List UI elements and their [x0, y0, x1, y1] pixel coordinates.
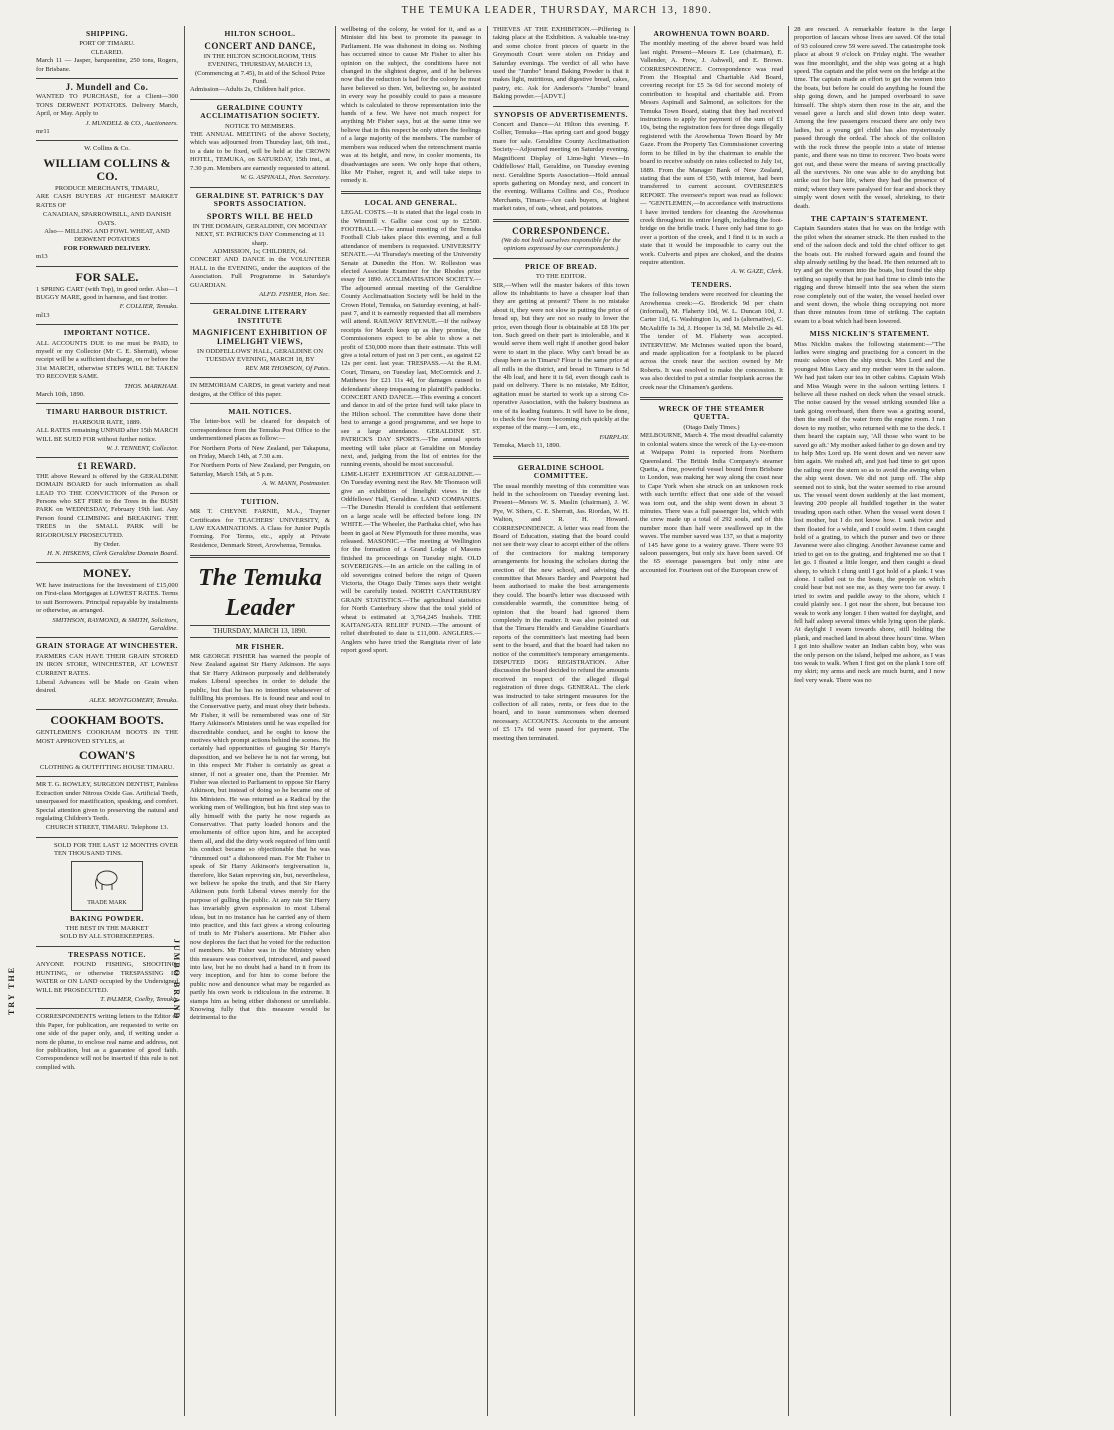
- column-rule: [487, 26, 488, 1416]
- baking-text: THE BEST IN THE MARKET: [65, 925, 149, 933]
- arowhenua-heading: AROWHENUA TOWN BOARD.: [653, 29, 770, 38]
- divider: [640, 397, 783, 400]
- column-3: [341, 26, 481, 1416]
- divider: [341, 191, 481, 194]
- sold-text: SOLD FOR THE LAST 12 MONTHS OVER TEN THOUSAND TINS.: [54, 841, 178, 858]
- sports-heading: GERALDINE ST. PATRICK'S DAY SPORTS ASSOCIATION.: [195, 190, 325, 208]
- local-text: LEGAL COSTS.—It is stated that the legal costs in the Wimmill v. Gallie case cost up to £2500. FOOTBALL.—The annual meeting of the Temuka Football Club takes place this evening, and a full attendance of members is requested. UNIVERSITY SENATE.—At Thursday's meeting of the University Senate at Dunedin the Hon. W. Rolleston was elected Associate Examiner for the Rhodes prize essay for 1890. ACCLIMATISATION SOCIETY.—The adjourned annual meeting of the Geraldine County Acclimatisation Society will be held in the Crown Hotel, Temuka, on Saturday evening, at half-past 7, and it is earnestly requested that all members will attend. RAILWAY REVENUE.—If the railway receipts for March keep up as they promise, the Commissioners expect to be able to show a net profit of £30,000 more than their estimate. This will give a total return of just on 3 per cent., as against £2 12s per cent. last year. TRESPASS.—At the R.M. Court, Timaru, on Tuesday last, McCormick and J. Matthews for £21 11s 4d, for damages caused to defendants' sheep trespassing in plaintiff's paddocks. CONCERT AND DANCE.—This evening a concert and dance in aid of the prize fund will take place in the Hilton school. The committee have done their best to arrange a good programme, and we hope to see a large attendance. GERALDINE ST. PATRICK'S DAY SPORTS.—The annual sports meeting will take place at Geraldine on Monday next, and, judging from the list of entries for the running events, should be most successful.: [341, 209, 481, 469]
- memoriam-text: IN MEMORIAM CARDS, in great variety and neat designs, at the Office of this paper.: [190, 382, 330, 398]
- grain-text-2: Liberal Advances will be Made on Grain when desired.: [36, 678, 178, 695]
- mail-signature: A. W. MANN, Postmaster.: [262, 480, 330, 488]
- baking-sub: SOLD BY ALL STOREKEEPERS.: [59, 933, 155, 941]
- divider: [190, 187, 330, 188]
- sports-text-2: CONCERT AND DANCE in the VOLUNTEER HALL in the EVENING, under the auspices of the Association. Full Programme in Saturday's GUARDIAN.: [190, 256, 330, 289]
- column-2: [190, 26, 330, 1416]
- lit-signature: REV. MR THOMSON, Of Pates.: [245, 364, 330, 372]
- reward-text: THE above Reward is offered by the GERALDINE DOMAIN BOARD for such information as shall LEAD TO THE CONVICTION of the Person or Persons who SET FIRE to the Trees in the BUSH PARK on WEDNESDAY, February 19th last. Any Person found CLIMBING and BREAKING THE TREES in the SMALL PARK will be RIGOROUSLY PROSECUTED.: [36, 472, 178, 539]
- bread-to: TO THE EDITOR.: [535, 273, 587, 281]
- mail-text-2: For Northern Ports of New Zealand, per Takapuna, on Friday, March 14th, at 7.30 a.m.: [190, 444, 330, 461]
- collins-text-2: CANADIAN, SPARROWBILL, AND DANISH OATS.: [42, 211, 172, 227]
- wreck-text: MELBOURNE, March 4. The most dreadful calamity in colonial waters since the wreck of the Ly-ee-moon at Waipapa Point is reported from Northern Queensland. The British India Company's steamer Quetta, a fine, powerful vessel bound from Brisbane to London, was making her way along the coast near to Cape York when she struck on an unknown rock with such terrific effect that one side of the vessel was torn out, and the ship went down in about 3 minutes. There was a full passenger list, which with the crew made up a total of 292 souls, and of this number more than half were swallowed up in the waves. The number saved was 137, so that a majority of 145 have gone to a watery grave. There were 93 saloon passengers, but only six have been saved. Of the 65 steerage passengers but only nine are accounted for. Fourteen out of the European crew of: [640, 432, 783, 574]
- divider: [36, 403, 178, 404]
- trespass-heading: TRESPASS NOTICE.: [68, 949, 146, 959]
- mundell-text: WANTED TO PURCHASE, for a Client—300 TONS DERWENT POTATOES. Delivery March, April, or May. Apply to: [36, 93, 178, 118]
- lit-heading: GERALDINE LITERARY INSTITUTE: [212, 307, 308, 325]
- hilton-admission: Admission—Adults 2s, Children half price.: [190, 86, 306, 94]
- collins-text-1: ARE CASH BUYERS AT HIGHEST MARKET RATES OF: [36, 193, 178, 209]
- corr-note: (We do not hold ourselves responsible for the opinions expressed by our correspondents.): [501, 236, 621, 253]
- column-rule: [184, 26, 185, 1416]
- divider: [36, 140, 178, 141]
- rowley-address: CHURCH STREET, TIMARU. Telephone 13.: [45, 824, 169, 832]
- divider: [36, 709, 178, 710]
- notice-heading: IMPORTANT NOTICE.: [63, 328, 151, 338]
- money-text: WE have instructions for the Investment of £15,000 on First-class Mortgages at LOWEST RATES. Terms to suit Borrowers. Principal repayable by instalments or otherwise, as arranged.: [36, 581, 178, 615]
- fisher-continued: wellbeing of the colony, he voted for it, and as a Minister did his best to promote its passage in Parliament. He was dishonest in doing so. Nothing has occurred since to cause Mr Fisher to alter his opinion on the subject, the conditions have not changed in the slightest degree, and if he believes now that the reduction is bad for the colony he must have believed so then. Yet, believing so, he assisted in every way he possibly could to pass a measure which is calculated to throw representation into the hands of a few. We have not much respect for anything Mr Fisher says, but at the same time we believe that in this respect he only utters the feelings of a large majority of the members. The number of members was reduced when the retrenchment mania was at its height, and now, in cooler moments, its disadvantages are seen. We only hope that others, like Mr Fisher, regret it, and will take steps to remedy it.: [341, 26, 481, 185]
- bread-text: SIR,—When will the master bakers of this town allow its inhabitants to have a cheaper loaf than they are getting at present? There is no mistake about it, they were not slow in putting the price of bread up, but they are not so ready to lower the price, even though flour is obtainable at £8 10s per ton. Such greed on their part is intolerable, and it would serve them well right if another good baker were to start in the place. Why can't bread be as cheap here as in Timaru? Flour is the same price at all mills in the district, and bread in Timaru is 5d the 4lb loaf, and here it is 6d, even though cash is paid on delivery. There is no mistake, Mr Editor, agitation must be started to work up a strong Co-operative Association, with the bakery business as one of its leading features. It will have to be done, to check the few from becoming rich quickly at the expense of the many.—I am, etc.,: [493, 281, 629, 432]
- column-1: [36, 26, 181, 1416]
- trespass-text: ANYONE FOUND FISHING, SHOOTING, HUNTING, or otherwise TRESPASSING IN WATER or ON LAND occupied by the Undersigned WILL BE PROSECUTED.: [36, 961, 178, 994]
- accl-sub: NOTICE TO MEMBERS.: [225, 122, 295, 130]
- trespass-signature: T. PALMER, Coelby, Temuka.: [100, 995, 178, 1003]
- mundell-ref: mr11: [36, 128, 50, 136]
- mail-heading: MAIL NOTICES.: [228, 407, 292, 417]
- divider: [36, 776, 178, 777]
- tuition-text: MR T. CHEYNE FARNIE, M.A., Trayner Certificates for TEACHERS' UNIVERSITY, & LAW EXAMINATIONS. A Class for Junior Pupils Forming. For Terms, etc., apply at Private Residence, Denmark Street, Arowhenua, Temuka.: [190, 508, 330, 549]
- trade-mark-label: TRADE MARK: [87, 900, 127, 907]
- collins-ref: m13: [36, 253, 48, 261]
- mail-text-1: The letter-box will be cleared for despatch of correspondence from the Temuka Post Office to the undermentioned places as follow:—: [190, 418, 330, 443]
- grain-signature: ALEX. MONTGOMERY, Temuka.: [89, 696, 178, 704]
- corr-heading: CORRESPONDENCE.: [512, 225, 610, 236]
- divider: [36, 1008, 178, 1009]
- mundell-signature: J. MUNDELL & CO., Auctioneers.: [85, 119, 178, 127]
- divider: [190, 403, 330, 404]
- divider: [493, 106, 629, 107]
- lit-big: MAGNIFICENT EXHIBITION OF LIMELIGHT VIEWS,: [192, 328, 328, 346]
- collins-small: W. Collins & Co.: [84, 145, 130, 153]
- divider: [493, 456, 629, 459]
- tuition-heading: TUITION.: [241, 496, 279, 506]
- wreck-continued: 28 are rescued. A remarkable feature is the large proportion of lascars whose lives are saved. Of the total of 93 coloured crew 59 were saved. The catastrophe took place at about 9 o'clock on Friday night. The weather was fine moonlight, and the ship was going at a high speed. The captain and the pilot were on the bridge at the time. The captain made an effort to get the women into the boats, but before he could do anything he found the ship going down, and he jumped overboard to save himself. The ship's stern then rose in the air, and the vessel gave a lurch and slid down into deep water. Among the few passengers rescued there are only two ladies, but a young girl child has also mysteriously passed through the ordeal. The shock of the collision with the rock threw the people into a state of intense panic, and there was no time to recover. Two boats were got out, and these were the means of saving practically all the survivors. No one was able to do anything but strike out for bare life, where they had the presence of mind; where they were paralysed for fear and shock they simply went down with the vessel, shrieking, to their death.: [794, 26, 945, 210]
- column-rule: [950, 26, 951, 1416]
- column-5: [640, 26, 783, 1416]
- wreck-heading: WRECK OF THE STEAMER QUETTA.: [658, 404, 765, 422]
- bread-heading: PRICE OF BREAD.: [525, 261, 597, 271]
- collins-sub: PRODUCE MERCHANTS, TIMARU,: [55, 184, 159, 192]
- sports-admission: ADMISSION, 1s; CHILDREN, 6d.: [212, 247, 308, 255]
- divider: [36, 324, 178, 325]
- mail-text-3: For Northern Ports of New Zealand, per Penguin, on Saturday, March 15th, at 5 p.m.: [190, 462, 330, 478]
- try-the-label: TRY THE: [7, 965, 16, 1015]
- reward-signature: H. N. HISKENS, Clerk Geraldine Domain Board.: [47, 549, 178, 557]
- shipping-sub: PORT OF TIMARU.: [79, 40, 135, 48]
- arowhenua-text: The monthly meeting of the above board was held last night. Present—Messrs E. Lee (chairman), E. Vallender, A. Frew, J. Ashwell, and E. Brown. CORRESPONDENCE. Correspondence was read From the Hospital and Charitable Aid Board, covering receipt for £5 3s 6d for second moiety of contribution to hospital and charitable aid. From Messrs Aspinall and Salmond, as solicitors for the Temuka Town Board, stating that they had received instructions to apply for payment of the sum of £1 10s, being the registration fees for three dogs illegally registered with the Arowhenua Town Board by Mr Gaze. From the Property Tax Commissioner covering form to be filled in by the chairman to enable the board to receive subsidy on rates collected to July 1st, 1889. From the Manager Bank of New Zealand, stating that the sum of £50, with interest, had been transferred to current account. OVERSEER'S REPORT. The overseer's report was read as follows:— "GENTLEMEN,—In accordance with instructions I have invited tenders for cleaning the Arowhenua creek throughout its entire length, including the foot-bridge on the bridle track. I have only had time to go over a portion of the creek, and I find it is in such a state that it would be impossible to carry out the work. Culverts and pipes are choked, and the drains require attention.: [640, 40, 783, 266]
- collins-text-4: FOR FORWARD DELIVERY.: [63, 244, 151, 252]
- divider: [493, 219, 629, 222]
- fisher-heading: MR FISHER.: [235, 641, 285, 651]
- local-text-2: LIME-LIGHT EXHIBITION AT GERALDINE.—On Tuesday evening next the Rev. Mr Thomson will give an exhibition of limelight views in the Oddfellows' Hall, Geraldine. LAND COMPANIES.—The Dunedin Herald is confident that settlement on a large scale will be effected before long. IN WHITE.—The Wheeler, the Parihaka chief, who has been in gaol at New Plymouth for three months, was released. MASONIC.—The meeting at Wellington for the formation of a Grand Lodge of Masons finished its proceedings on Tuesday night. OLD SOVEREIGNS.—In an article on the calling in of old sovereigns coined before the reign of Queen Victoria, the Otago Daily Times says their weight will be carefully tested. NORTH CANTERBURY GRAIN STATISTICS.—The agricultural statistics for North Canterbury show that the total yield of wheat is estimated at 3,764,245 bushels. THE KAITANGATA RELIEF FUND.—The amount of relief distributed to date is £11,000. ANGLERS.—Anglers who have tried the Rangitata river of late report good sport.: [341, 470, 481, 655]
- money-signature: SMITHSON, RAYMOND, & SMITH, Solicitors, Geraldine.: [52, 616, 178, 632]
- page-masthead: THE TEMUKA LEADER, THURSDAY, MARCH 13, 1890.: [401, 5, 713, 16]
- reward-order: By Order.: [93, 541, 120, 549]
- accl-heading: GERALDINE COUNTY ACCLIMATISATION SOCIETY.: [200, 102, 320, 121]
- bread-signature: FAIRPLAY.: [599, 433, 629, 441]
- collins-text-3: Also— MILLING AND FOWL WHEAT, AND DERWENT POTATOES: [44, 227, 170, 244]
- captain-heading: THE CAPTAIN'S STATEMENT.: [810, 213, 929, 223]
- harbour-signature: W. J. TENNENT, Collector.: [106, 445, 178, 453]
- divider: [190, 555, 330, 558]
- shipping-text: March 11 — Jasper, barquentine, 250 tons, Rogers, for Brisbane.: [36, 57, 178, 73]
- elephant-icon: [94, 866, 120, 892]
- arowhenua-signature: A. W. GAZE, Clerk.: [731, 268, 783, 276]
- reward-heading: £1 REWARD.: [77, 461, 137, 472]
- collins-heading: WILLIAM COLLINS & CO.: [43, 155, 171, 183]
- paper-title: The Temuka Leader: [198, 565, 322, 622]
- divider: [190, 493, 330, 494]
- hilton-big: CONCERT AND DANCE,: [204, 41, 316, 52]
- tenders-heading: TENDERS.: [691, 279, 732, 289]
- shipping-cleared: CLEARED.: [90, 48, 124, 56]
- sale-text: 1 SPRING CART (with Top), in good order. Also—1 BUGGY MARE, good in harness, and fast trotter.: [36, 285, 178, 301]
- notice-text: ALL ACCOUNTS DUE to me must be PAID, to myself or my Collector (Mr C. E. Sherratt), whose receipt will be a sufficient discharge, on or before the 31st MARCH, otherwise STEPS WILL BE TAKEN TO RECOVER SAME.: [36, 339, 178, 381]
- bread-date: Temuka, March 11, 1890.: [493, 442, 561, 450]
- synopsis-text: Concert and Dance—At Hilton this evening. F. Collier, Temuka—Has spring cart and good buggy mare for sale. Geraldine County Acclimatisation Society—Adjourned meeting on Saturday evening. Magnificent Display of Lime-light Views—In Oddfellows' Hall, Geraldine, on Tuesday evening next. Geraldine Sports Association—Hold annual sports gathering on Monday next, and concert in the evening. Williams Collins and Co., Produce Merchants, Timaru—Are cash buyers, at highest market rates, of oats, wheat, and potatoes.: [493, 121, 629, 213]
- divider: [36, 946, 178, 947]
- fisher-text: MR GEORGE FISHER has warned the people of New Zealand against Sir Harry Atkinson. He says that Sir Harry Atkinson purposely and deliberately makes Liberal speeches in order to delude the public, but that he has no intention whatsoever of fulfilling his promises. He is found near and soul to the Conservative party, and must obey their behests. Mr Fisher, it will be remembered was one of Sir Harry Atkinson's Ministers until he was expelled for discreditable conduct, and he ought to know the motives which prompt actions behind the scenes. He certainly had opportunities of gauging Sir Harry's disposition, and we believe he is not far wrong, but in this respect Mr Fisher is certainly as great a sinner, if not a greater one, than the Premier. Mr Fisher was elected to Parliament to oppose Sir Harry Atkinson, but instead of doing so he became one of his Ministers. He was returned as a Radical by the working men of Wellington, but his first step was to ally himself with the party he now regards as Conservative. That party loaded honors and the emoluments of office upon him, and he accepted them all, and did the dirty work required of him until his conduct became so objectionable that he was "drummed out" a dishonored man. For Mr Fisher to speak of Sir Harry Atkinson's tergiversation is, therefore, like Satan reproving sin, but, nevertheless, we believe he spoke the truth, and that Sir Harry Atkinson puts forth Liberal views merely for the purpose of gulling the public. At any rate Sir Harry has invariably given expression to most Liberal ideas, but in no instance has he carried any of them into practice, and this fact gives a strong colouring of truth to Mr Fisher's assertions. Mr Fisher also now deplores the fact that he voted for the reduction of members. Mr Fisher was in the Ministry when this measure was conceived, introduced, and passed into law, but he no doubt had a hand in it from its very inception, and for him to come before the public now and denounce what may be regarded as partly his own work is ridiculous in the extreme. It stamps him as being either dishonest or unreliable. Knowing fully that this measure would be detrimental to the: [190, 652, 330, 1022]
- sports-big: SPORTS WILL BE HELD: [206, 211, 314, 222]
- column-6: [794, 26, 945, 1416]
- sale-signature: F. COLLIER, Temuka.: [119, 303, 178, 311]
- harbour-sub: HARBOUR RATE, 1889.: [72, 418, 142, 426]
- col4-text: THIEVES AT THE EXHIBITION.—Pilfering is taking place at the Exhibition. A valuable tea-tray and some choice front pieces of quartz in the Greymouth Court were stolen on Friday and Saturday evenings. The verdict of all who have used the "Jumbo" brand Baking Powder is that it makes light, nutritious, and digestive bread, cakes, pastry, etc. Ask for Anderson's "Jumbo" brand Baking powder.—[ADVT.]: [493, 26, 629, 101]
- tenders-text: The following tenders were received for cleaning the Arowhenua creek:—G. Broderick 9d per chain (informal), M. Flaherty 10d, W. L. Duncan 10d, J. Carter 11d, G. Washington 1s, and 1s (alternative), C. McAuliffe 1s 3d, J. Hooper 1s 3d, M. Melville 2s 4d. The tender of M. Flaherty was accepted. INTERVIEW. Mr McInnes waited upon the board, and made application for a footplank to be placed across the creek near the section owned by Mr Roberts. It was resolved to make the concession. It was also decided to put a similar footplank across the creek near the Chinamen's gardens.: [640, 291, 783, 391]
- notice-date: March 10th, 1890.: [36, 391, 85, 398]
- lit-text: IN ODDFELLOWS' HALL, GERALDINE ON TUESDAY EVENING, MARCH 18, BY: [197, 348, 323, 364]
- shipping-heading: SHIPPING.: [85, 29, 129, 38]
- correspondents-text: CORRESPONDENTS writing letters to the Editor of this Paper, for publication, are requested to write on one side of the paper only, and, if writing under a nom de plume, to enclose real name and address, not for publication, but as a guarantee of good faith. Correspondence will not be inserted if this rule is not complied with.: [36, 1013, 178, 1071]
- accl-text: THE ANNUAL MEETING of the above Society, which was adjourned from Thursday last, 6th inst., to a date to be fixed, will be held at the CROWN HOTEL, TEMUKA, on SATURDAY, 15th inst., at 7.30 p.m. Members are earnestly requested to attend.: [190, 131, 330, 172]
- local-heading: LOCAL AND GENERAL.: [364, 197, 458, 207]
- school-heading: GERALDINE SCHOOL COMMITTEE.: [517, 462, 605, 481]
- hilton-heading: HILTON SCHOOL.: [224, 29, 296, 38]
- harbour-heading: TIMARU HARBOUR DISTRICT.: [46, 407, 168, 417]
- divider: [36, 78, 178, 79]
- nicklin-text: Miss Nicklin makes the following statement:—"The ladies were singing and practising for a concert in the music saloon when the ship struck. Mrs Lord and the youngest Miss Lacy and my mother were in the saloon. We had just taken our tea in other cabins. Captain Wish and Miss Waugh were in the saloon writing letters. I believe all these rushed on deck when the vessel struck. The noise caused by the vessel striking sounded like a tank going overboard, then there was a grating sound, then the smell of the water from the engine room. I ran down to my mother, who returned with me to the deck. I then heard the captain say, 'All those who want to be saved go aft.' My mother asked father to go down and try to help Mrs Lord up. He went down and we never saw him again. We rushed aft, and just had time to get upon the railing over the stern so as to avoid the awning when the ship went down. We did not jump off. The ship seemed not to sink, but the water seemed to rise around us. The vessel went down suddenly at the last moment, leaving 200 people all huddled together in the water treading upon each other. When the vessel went down I lost mother, but I do not know how. I sank twice and then floated for a while, and I could swim. I then caught hold of a grating, to which the purser and two or three Javanese were also clinging. Another Javanese came and tried to get on to the grating, and frightened me so that I let go. I floated a little longer, and then caught a dead sheep, to which I clung until I got hold of a plank. I was alone. I called out to the boats, the people on which could hear but not see me, as they were too far away. I tried to swim and paddle away to the shore, which I could plainly see. I got near the shore, but because too weak to work any longer. I then waited for daylight, and fell half asleep several times while lying upon the plank. At daylight I swam towards shore, still holding the plank, and reached land in about three hours' time. When I got into shallow water an Indian cabin boy, who was the only person on the island, helped me ashore, as I was too weak to walk. When I first got on the plank I tore off my skirt; my arms and neck are much burnt, and I now feel very weak. There was no: [794, 340, 945, 684]
- jumbo-brand-label: JUMBO BRAND: [172, 939, 181, 1021]
- divider: [190, 303, 330, 304]
- divider: [36, 562, 178, 563]
- grain-text: FARMERS CAN HAVE THEIR GRAIN STORED IN IRON STORE, WINCHESTER, AT LOWEST CURRENT RATES.: [36, 652, 178, 677]
- wreck-sub: (Otago Daily Times.): [683, 423, 740, 431]
- column-4: [493, 26, 629, 1416]
- column-rule: [335, 26, 336, 1416]
- divider: [36, 457, 178, 458]
- column-rule: [788, 26, 789, 1416]
- paper-date: THURSDAY, MARCH 13, 1890.: [190, 625, 330, 637]
- sale-heading: FOR SALE.: [75, 269, 139, 284]
- accl-signature: W. G. ASPINALL, Hon. Secretary.: [240, 174, 330, 182]
- cookham-heading: COOKHAM BOOTS.: [50, 713, 164, 728]
- cookham-text-2: CLOTHING & OUTFITTING HOUSE TIMARU.: [39, 764, 175, 771]
- divider: [36, 266, 178, 267]
- nicklin-heading: MISS NICKLIN'S STATEMENT.: [809, 329, 930, 339]
- harbour-text: ALL RATES remaining UNPAID after 15th MARCH WILL BE SUED FOR without further notice.: [36, 427, 178, 443]
- divider: [190, 377, 330, 378]
- synopsis-heading: SYNOPSIS OF ADVERTISEMENTS.: [494, 109, 628, 119]
- rowley-text: MR T. G. ROWLEY, SURGEON DENTIST, Painless Extraction under Nitrous Oxide Gas. Artificial Teeth, unsurpassed for mastification, speaking, and comfort. Special attention given to preserving the natural and regulating Children's Teeth.: [36, 781, 178, 823]
- divider: [190, 99, 330, 100]
- column-rule: [634, 26, 635, 1416]
- cookham-text: GENTLEMEN'S COOKHAM BOOTS IN THE MOST APPROVED STYLES, at: [36, 729, 178, 745]
- baking-heading: BAKING POWDER.: [70, 913, 144, 923]
- captain-text: Captain Saunders states that he was on the bridge with the pilot when the steamer struck. He then rushed to the end of the saloon deck and told the chief officer to get the boats out. He rushed forward again and found the ship already settling by the head. He then returned aft to try and get the women into the boats, but found the ship settling so rapidly that he just had time to climb into the rigging and throw himself into the sea when the stern rose completely out of the water, the vessel heeled over and went down, the whole thing occupying not more than three minutes from time of striking. The captain swam to a boat which had been lowered.: [794, 225, 945, 325]
- money-heading: MONEY.: [83, 565, 131, 580]
- hilton-text: IN THE HILTON SCHOOLROOM, THIS EVENING, THURSDAY, MARCH 13, (Commencing at 7.45), In aid of the School Prize Fund.: [194, 52, 325, 86]
- divider: [36, 637, 178, 638]
- divider: [493, 258, 629, 259]
- mundell-heading: J. Mundell and Co.: [65, 82, 149, 93]
- grain-heading: GRAIN STORAGE AT WINCHESTER.: [36, 641, 178, 651]
- sale-ref: ml13: [36, 311, 50, 319]
- cookham-name: COWAN'S: [78, 748, 135, 762]
- school-text: The usual monthly meeting of this committee was held in the schoolroom on Tuesday evening last. Present—Messrs W. S. Maslin (chairman), J. W. Pye, W. Sthers, C. E. Sherratt, Jas. Riordan, W. H. Walton, and R. H. Howard. CORRESPONDENCE. A letter was read from the Board of Education, stating that the board could not see their way clear to accept either of the offers of the contractors for making temporary arrangements for housing the scholars during the erection of the new school, and advising the committee that Messrs Bardey and Pearpoint had been authorised to make the best arrangements they could. The board's letter was discussed with considerable warmth, the committee being of opinion that the board had ignored them completely in the matter. It was also pointed out that the Timaru Herald's and Geraldine Guardian's reports of the committee's last meeting had been sent to the board, and that the board had taken no notice of the committee's temporary arrangements. DISPUTED DOG REGISTRATION. After discussion the board decided to refund the amounts received in respect of the alleged illegal registration of three dogs. GENERAL. The clerk was instructed to take stringent measures for the collection of all rates, rents, or fees due to the board, and to issue summonses when deemed necessary. ACCOUNTS. Accounts to the amount of £5 17s 6d were passed for payment. The meeting then terminated.: [493, 482, 629, 742]
- notice-signature: THOS. MARKHAM.: [124, 382, 178, 390]
- sports-signature: ALFD. FISHER, Hon. Sec.: [259, 290, 330, 298]
- divider: [36, 837, 178, 838]
- trade-mark-box: [71, 861, 143, 911]
- sports-text: IN THE DOMAIN, GERALDINE, ON MONDAY NEXT, ST. PATRICK'S DAY Commencing at 11 sharp.: [192, 222, 328, 247]
